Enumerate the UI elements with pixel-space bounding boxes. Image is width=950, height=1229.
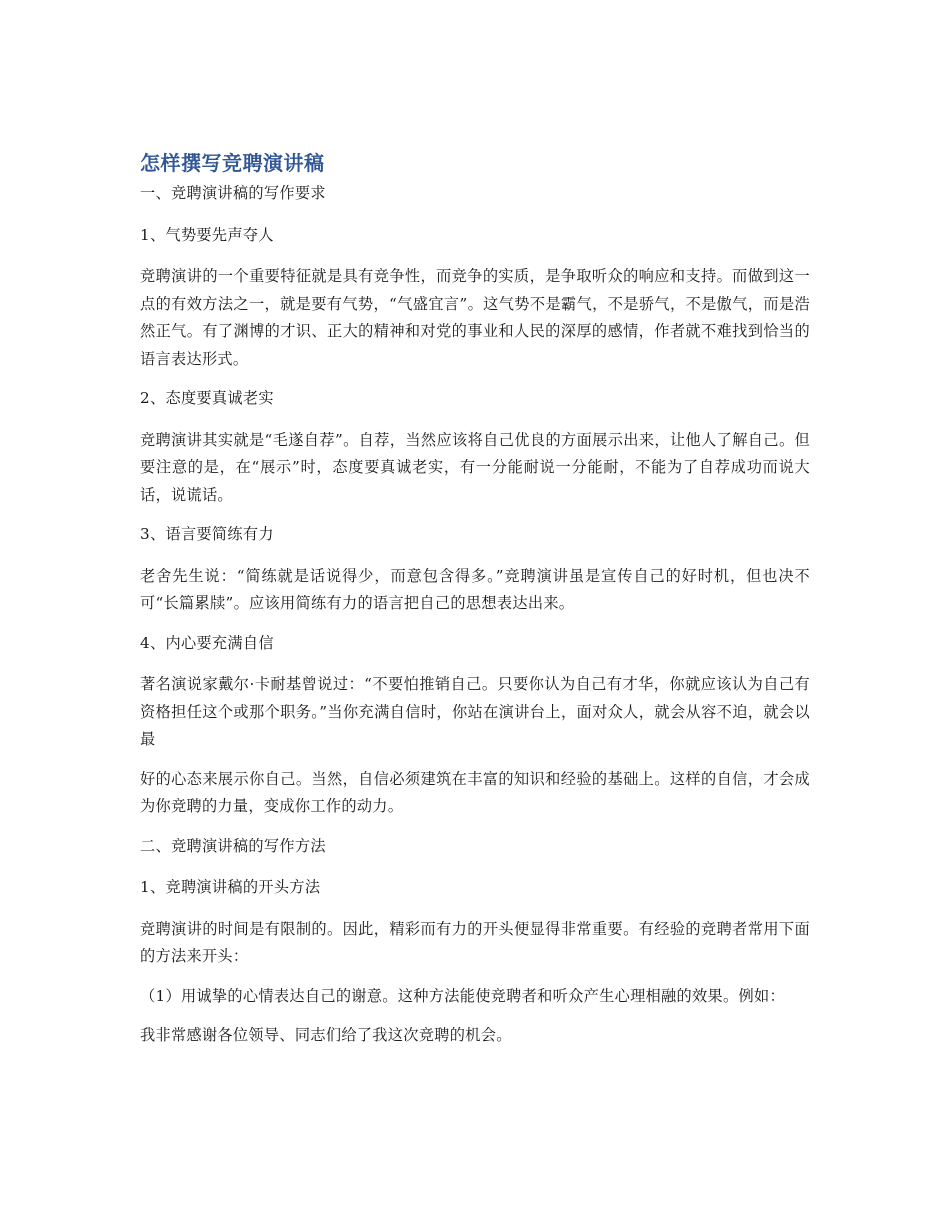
body-paragraph: 竞聘演讲的一个重要特征就是具有竞争性，而竞争的实质，是争取听众的响应和支持。而做到这一点的有效方法之一，就是要有气势，“气盛宜言”。这气势不是霸气，不是骄气，不是傲气，而是浩然正气。有了渊博的才识、正大的精神和对党的事业和人民的深厚的感情，作者就不难找到恰当的语言表达形式。 xyxy=(140,267,810,368)
body-paragraph: 著名演说家戴尔·卡耐基曾说过：“不要怕推销自己。只要你认为自己有才华，你就应该认为自己有资格担任这个或那个职务。”当你充满自信时，你站在演讲台上，面对众人，就会从容不迫，就会以最 xyxy=(140,675,810,748)
section-heading: 二、竞聘演讲稿的写作方法 xyxy=(140,836,326,855)
section-heading: 一、竞聘演讲稿的写作要求 xyxy=(140,184,326,202)
body-paragraph: 老舍先生说：“简练就是话说得少，而意包含得多。”竞聘演讲虽是宣传自己的好时机，但也决不可“长篇累牍”。应该用简练有力的语言把自己的思想表达出来。 xyxy=(140,566,810,612)
subsection-heading: 1、气势要先声夺人 xyxy=(140,225,274,244)
body-paragraph: （1）用诚挚的心情表达自己的谢意。这种方法能使竞聘者和听众产生心理相融的效果。例如： xyxy=(140,986,785,1005)
subsection-heading: 1、竞聘演讲稿的开头方法 xyxy=(140,878,321,896)
document-title: 怎样撰写竞聘演讲稿 xyxy=(140,151,325,175)
document-page xyxy=(140,148,810,1064)
body-paragraph: 好的心态来展示你自己。当然，自信必须建筑在丰富的知识和经验的基础上。这样的自信，才会成为你竞聘的力量，变成你工作的动力。 xyxy=(140,769,810,815)
example-paragraph: 我非常感谢各位领导、同志们给了我这次竞聘的机会。 xyxy=(140,1026,512,1044)
body-paragraph: 竞聘演讲的时间是有限制的。因此，精彩而有力的开头便显得非常重要。有经验的竞聘者常用下面的方法来开头： xyxy=(140,919,810,965)
subsection-heading: 2、态度要真诚老实 xyxy=(140,389,274,407)
subsection-heading: 4、内心要充满自信 xyxy=(140,633,274,652)
body-paragraph: 竞聘演讲其实就是“毛遂自荐”。自荐，当然应该将自己优良的方面展示出来，让他人了解自己。但要注意的是，在“展示”时，态度要真诚老实，有一分能耐说一分能耐，不能为了自荐成功而说大话，说谎话。 xyxy=(140,430,810,504)
subsection-heading: 3、语言要简练有力 xyxy=(140,525,274,543)
